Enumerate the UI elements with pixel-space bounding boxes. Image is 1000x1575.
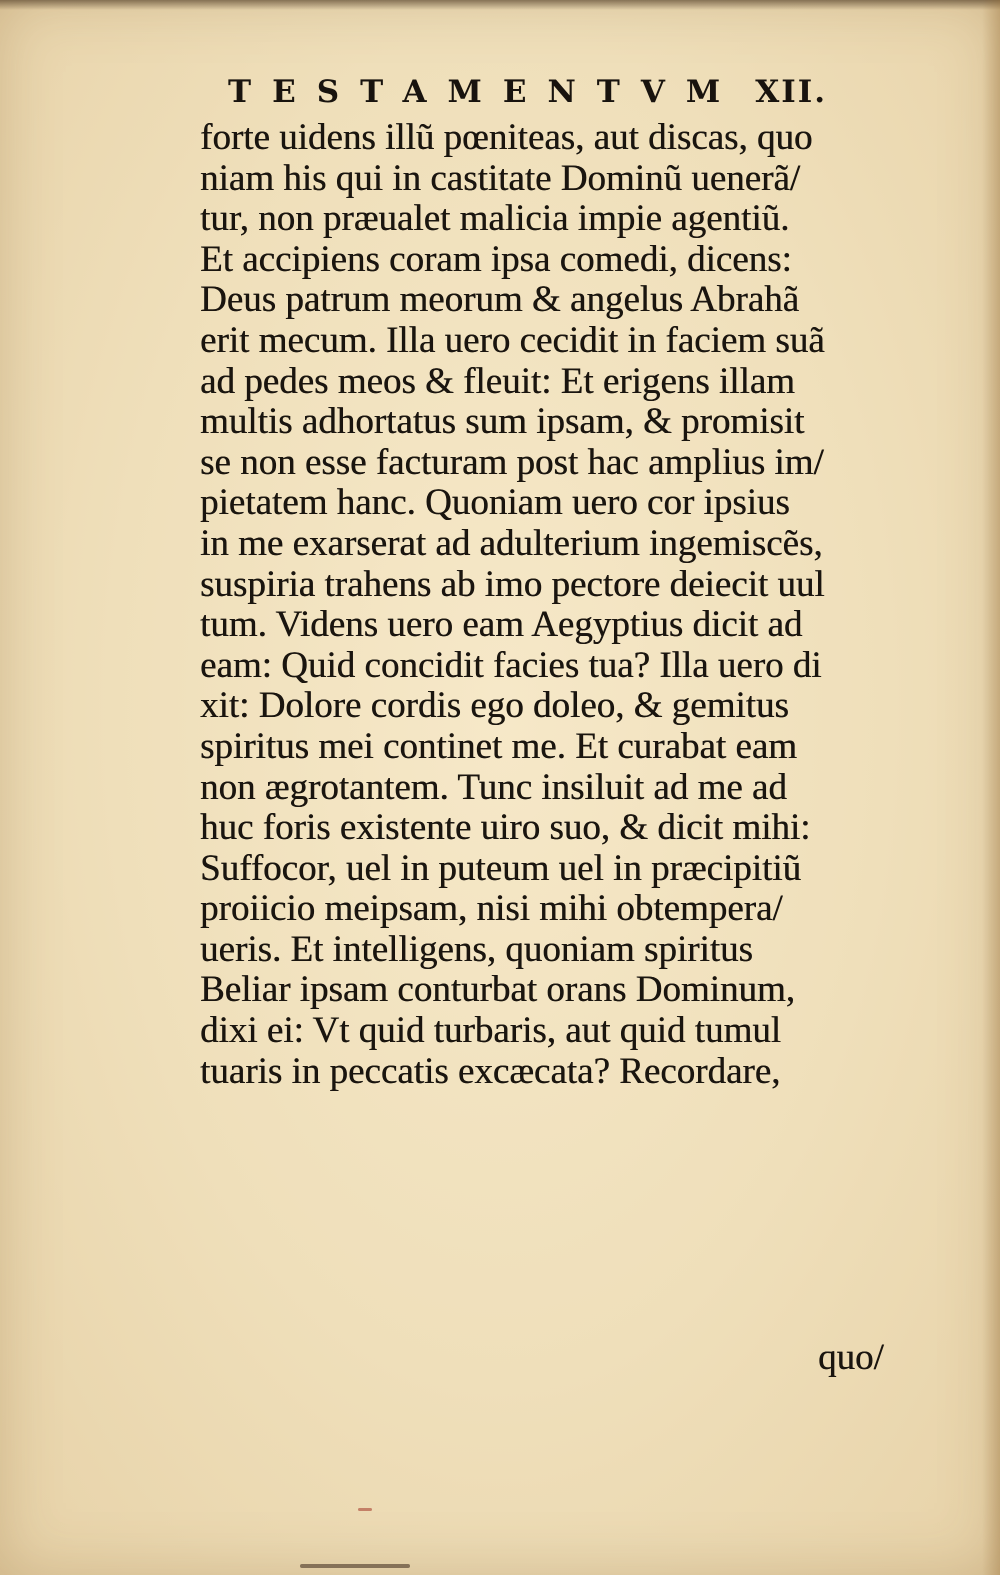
catchword: quo/: [818, 1337, 884, 1378]
bottom-edge-mark: [300, 1564, 410, 1568]
text-line: tum. Videns uero eam Aegyptius dicit ad: [200, 604, 803, 646]
text-line: xit: Dolore cordis ego doleo, & gemitus: [200, 685, 789, 727]
text-line: tuaris in peccatis excæcata? Recordare,: [200, 1050, 781, 1092]
text-line: Beliar ipsam conturbat orans Dominum,: [200, 969, 795, 1011]
text-line: eam: Quid concidit facies tua? Illa uero di: [200, 644, 822, 686]
running-head: [228, 70, 938, 114]
text-line: Suffocor, uel in puteum uel in præcipitiũ: [200, 847, 802, 889]
text-line: pietatem hanc. Quoniam uero cor ipsius: [200, 482, 790, 524]
text-line: erit mecum. Illa uero cecidit in faciem suã: [200, 319, 825, 361]
text-line: forte uidens illũ pœniteas, aut discas, quo: [200, 117, 813, 158]
page-right-edge: [982, 0, 1000, 1575]
text-line: ad pedes meos & fleuit: Et erigens illam: [200, 360, 795, 402]
text-line: niam his qui in castitate Dominũ uenerã/: [200, 157, 801, 199]
ink-smudge: [358, 1508, 372, 1511]
text-line: suspiria trahens ab imo pectore deiecit uul: [200, 563, 825, 605]
text-line: Et accipiens coram ipsa comedi, dicens:: [200, 238, 792, 280]
page-top-shadow: [0, 0, 1000, 10]
text-line: spiritus mei continet me. Et curabat eam: [200, 725, 797, 767]
text-line: Deus patrum meorum & angelus Abrahã: [200, 279, 800, 321]
text-line: se non esse facturam post hac amplius im/: [200, 441, 824, 483]
running-head-title: TESTAMENTVM: [228, 74, 742, 110]
text-line: ueris. Et intelligens, quoniam spiritus: [200, 928, 753, 970]
text-line: multis adhortatus sum ipsam, & promisit: [200, 401, 805, 443]
text-line: proiicio meipsam, nisi mihi obtempera/: [200, 888, 783, 930]
text-line: huc foris existente uiro suo, & dicit mihi:: [200, 807, 811, 849]
folio-number: XII.: [755, 74, 828, 110]
text-line: dixi ei: Vt quid turbaris, aut quid tumul: [200, 1010, 781, 1052]
text-line: non ægrotantem. Tunc insiluit ad me ad: [200, 766, 787, 808]
text-block: [200, 118, 940, 1092]
text-line: in me exarserat ad adulterium ingemiscẽs,: [200, 522, 823, 564]
text-line: tur, non præualet malicia impie agentiũ.: [200, 198, 790, 240]
